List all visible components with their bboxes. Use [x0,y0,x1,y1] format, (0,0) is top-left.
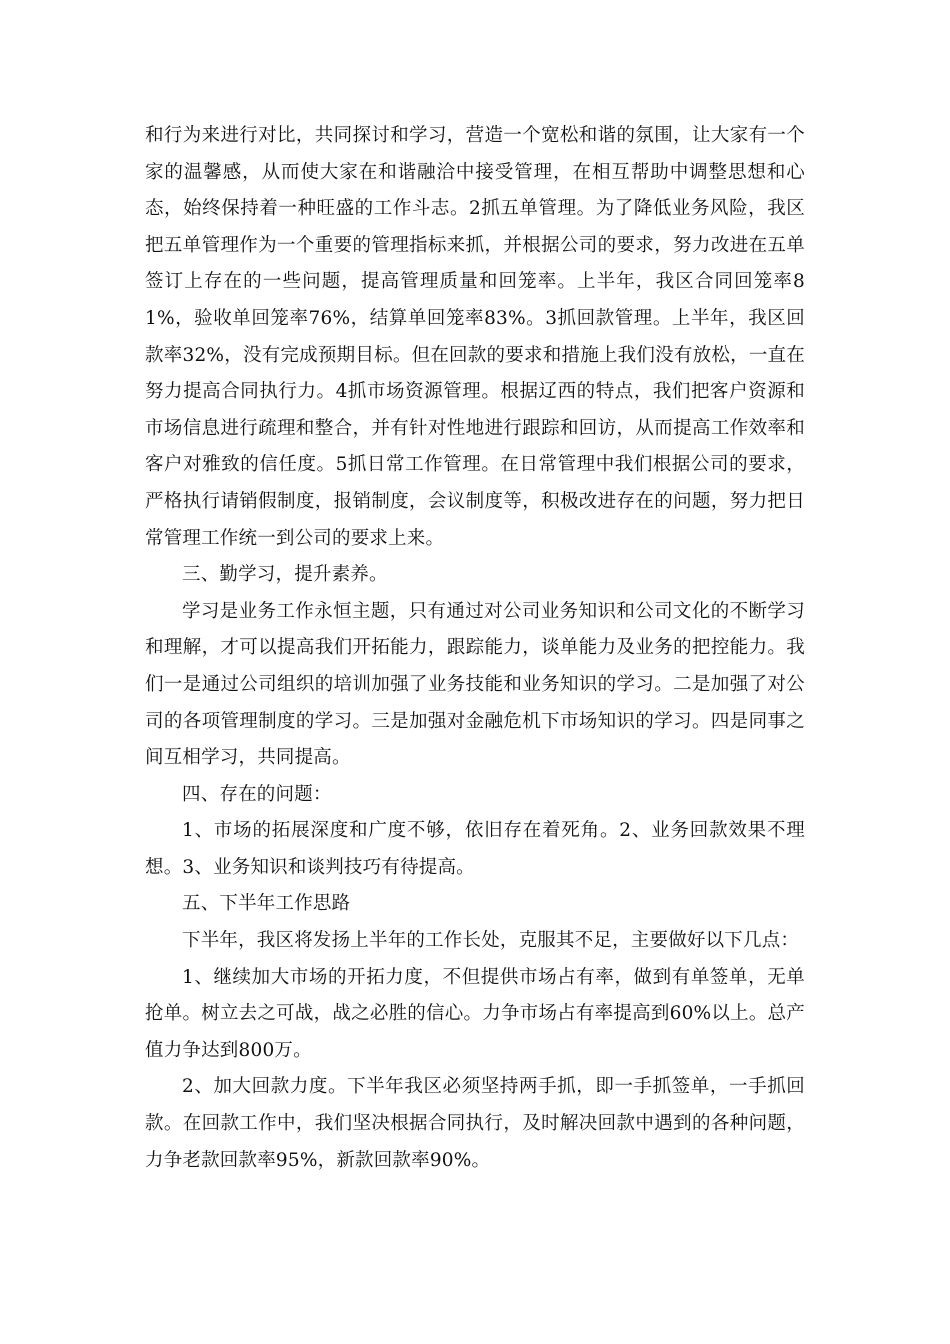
heading-next-half-plan: 五、下半年工作思路 [182,893,351,915]
paragraph-management-continued: 和行为来进行对比，共同探讨和学习，营造一个宽松和谐的氛围，让大家有一个家的温馨感，从而使大家在和谐融洽中接受管理，在相互帮助中调整思想和心态，始终保持着一种旺盛的工作斗志。2抓五单管理。为了降低业务风险，我区把五单管理作为一个重要的管理指标来抓，并根据公司的要求，努力改进在五单签订上存在的一些问题，提高管理质量和回笼率。上半年，我区合同回笼率81%，验收单回笼率76%，结算单回笼率83%。3抓回款管理。上半年，我区回款率32%，没有完成预期目标。但在回款的要求和措施上我们没有放松，一直在努力提高合同执行力。4抓市场资源管理。根据辽西的特点，我们把客户资源和市场信息进行疏理和整合，并有针对性地进行跟踪和回访，从而提高工作效率和客户对雅致的信任度。5抓日常工作管理。在日常管理中我们根据公司的要求，严格执行请销假制度，报销制度，会议制度等，积极改进存在的问题，努力把日常管理工作统一到公司的要求上来。 [145,125,805,549]
paragraph-problems: 1、市场的拓展深度和广度不够，依旧存在着死角。2、业务回款效果不理想。3、业务知识和谈判技巧有待提高。 [145,820,805,878]
paragraph-plan-item-2: 2、加大回款力度。下半年我区必须坚持两手抓，即一手抓签单，一手抓回款。在回款工作中，我们坚决根据合同执行，及时解决回款中遇到的各种问题，力争老款回款率95%，新款回款率90%。 [145,1076,805,1171]
paragraph-study: 学习是业务工作永恒主题，只有通过对公司业务知识和公司文化的不断学习和理解，才可以提高我们开拓能力，跟踪能力，谈单能力及业务的把控能力。我们一是通过公司组织的培训加强了业务技能和业务知识的学习。二是加强了对公司的各项管理制度的学习。三是加强对金融危机下市场知识的学习。四是同事之间互相学习，共同提高。 [145,600,805,769]
heading-study: 三、勤学习，提升素养。 [182,564,388,586]
paragraph-plan-intro: 下半年，我区将发扬上半年的工作长处，克服其不足，主要做好以下几点： [182,930,800,952]
document-body [145,118,805,1179]
paragraph-plan-item-1: 1、继续加大市场的开拓力度，不但提供市场占有率，做到有单签单，无单抢单。树立去之可战，战之必胜的信心。力争市场占有率提高到60%以上。总产值力争达到800万。 [145,966,805,1061]
heading-problems: 四、存在的问题： [182,783,332,805]
